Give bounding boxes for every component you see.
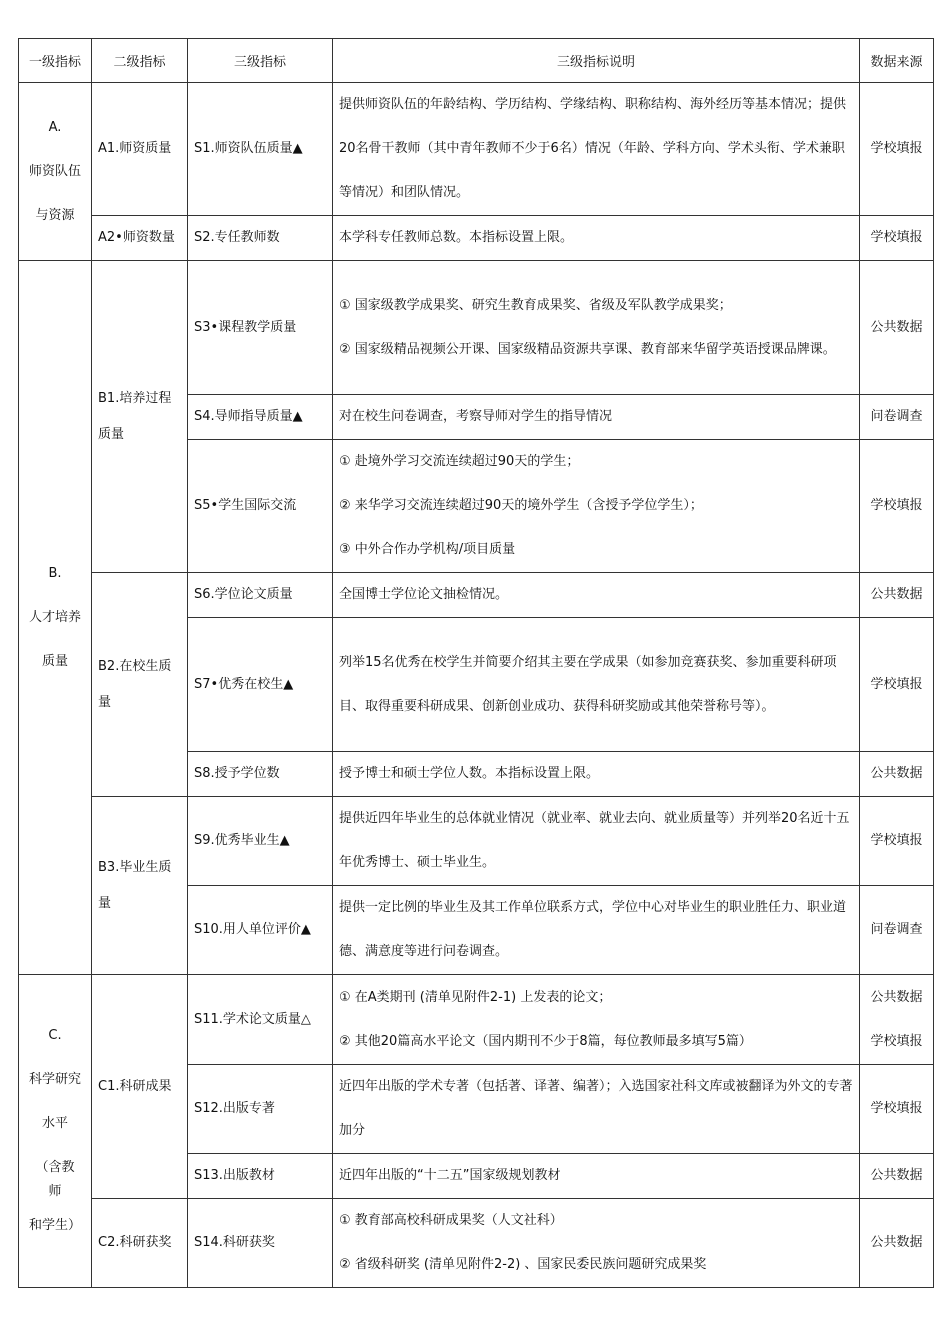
level3-s5: S5•学生国际交流 bbox=[188, 440, 333, 573]
group-a-line: A. bbox=[48, 119, 62, 135]
level3-s3: S3•课程教学质量 bbox=[188, 261, 333, 395]
header-level1: 一级指标 bbox=[19, 39, 92, 83]
desc-s6 bbox=[333, 573, 860, 618]
source-s6: 公共数据 bbox=[860, 573, 934, 618]
desc-line: ② 国家级精品视频公开课、国家级精品资源共享课、教育部来华留学英语授课品牌课。 bbox=[339, 341, 836, 357]
table-row bbox=[19, 975, 934, 1065]
desc-s9 bbox=[333, 797, 860, 886]
desc-s4 bbox=[333, 395, 860, 440]
source-s4: 问卷调查 bbox=[860, 395, 934, 440]
desc-line: 本学科专任教师总数。本指标设置上限。 bbox=[339, 230, 574, 245]
source-line: 学校填报 bbox=[870, 1033, 923, 1049]
header-level3: 三级指标 bbox=[188, 39, 333, 83]
desc-line: 授予博士和硕士学位人数。本指标设置上限。 bbox=[339, 766, 600, 781]
desc-line: 近四年出版的学术专著（包括著、译著、编著）；入选国家社科文库或被翻译为外文的专著加分 bbox=[339, 1079, 853, 1138]
level2-c1: C1.科研成果 bbox=[92, 975, 188, 1199]
group-b-cell bbox=[19, 261, 92, 975]
desc-line: ① 赴境外学习交流连续超过90天的学生； bbox=[339, 454, 580, 469]
level3-s6: S6.学位论文质量 bbox=[188, 573, 333, 618]
level3-s10: S10.用人单位评价▲ bbox=[188, 886, 333, 975]
desc-s12 bbox=[333, 1065, 860, 1154]
source-s7: 学校填报 bbox=[860, 618, 934, 752]
table-row bbox=[19, 797, 934, 886]
source-s1: 学校填报 bbox=[860, 83, 934, 216]
desc-s2 bbox=[333, 216, 860, 261]
desc-line: ② 省级科研奖 (清单见附件2-2) 、国家民委民族问题研究成果奖 bbox=[339, 1257, 707, 1272]
group-c-line: 和学生） bbox=[28, 1218, 81, 1233]
header-level2: 二级指标 bbox=[92, 39, 188, 83]
table-header-row bbox=[19, 39, 934, 83]
level3-s4: S4.导师指导质量▲ bbox=[188, 395, 333, 440]
desc-line: 全国博士学位论文抽检情况。 bbox=[339, 587, 509, 602]
table-row bbox=[19, 573, 934, 618]
group-c-cell bbox=[19, 975, 92, 1288]
group-c-line: 师 bbox=[48, 1184, 62, 1199]
level2-c2: C2.科研获奖 bbox=[92, 1199, 188, 1288]
level3-s13: S13.出版教材 bbox=[188, 1154, 333, 1199]
desc-line: ③ 中外合作办学机构/项目质量 bbox=[339, 542, 516, 557]
desc-line: 对在校生问卷调查，考察导师对学生的指导情况 bbox=[339, 409, 613, 424]
desc-s10 bbox=[333, 886, 860, 975]
source-s9: 学校填报 bbox=[860, 797, 934, 886]
desc-s7 bbox=[333, 618, 860, 752]
level3-s1: S1.师资队伍质量▲ bbox=[188, 83, 333, 216]
source-s14: 公共数据 bbox=[860, 1199, 934, 1288]
desc-s14 bbox=[333, 1199, 860, 1288]
group-b-line: 人才培养 bbox=[28, 609, 81, 625]
desc-s11 bbox=[333, 975, 860, 1065]
group-a-line: 与资源 bbox=[35, 207, 75, 223]
desc-s8 bbox=[333, 752, 860, 797]
table-row bbox=[19, 1199, 934, 1288]
table-row bbox=[19, 261, 934, 395]
group-c-line: 科学研究 bbox=[28, 1072, 81, 1087]
group-a-line: 师资队伍 bbox=[28, 163, 81, 179]
group-a-cell bbox=[19, 83, 92, 261]
header-source: 数据来源 bbox=[860, 39, 934, 83]
source-s2: 学校填报 bbox=[860, 216, 934, 261]
level3-s2: S2.专任教师数 bbox=[188, 216, 333, 261]
desc-s13 bbox=[333, 1154, 860, 1199]
group-c-line: 水平 bbox=[41, 1116, 68, 1131]
source-s10: 问卷调查 bbox=[860, 886, 934, 975]
level2-a2: A2•师资数量 bbox=[92, 216, 188, 261]
table-row bbox=[19, 216, 934, 261]
level2-b3: B3.毕业生质量 bbox=[92, 797, 188, 975]
source-s3: 公共数据 bbox=[860, 261, 934, 395]
source-s13: 公共数据 bbox=[860, 1154, 934, 1199]
source-s5: 学校填报 bbox=[860, 440, 934, 573]
desc-line: ① 在A类期刊 (清单见附件2-1) 上发表的论文； bbox=[339, 989, 612, 1005]
desc-line: 提供近四年毕业生的总体就业情况（就业率、就业去向、就业质量等）并列举20名近十五年优秀博士、硕士毕业生。 bbox=[339, 811, 850, 870]
source-s8: 公共数据 bbox=[860, 752, 934, 797]
level3-s9: S9.优秀毕业生▲ bbox=[188, 797, 333, 886]
level2-b1: B1.培养过程质量 bbox=[92, 261, 188, 573]
group-c-line: C. bbox=[48, 1028, 62, 1043]
group-b-line: B. bbox=[48, 565, 62, 581]
level2-a1: A1.师资质量 bbox=[92, 83, 188, 216]
desc-line: ② 其他20篇高水平论文（国内期刊不少于8篇，每位教师最多填写5篇） bbox=[339, 1033, 752, 1049]
level3-s7: S7•优秀在校生▲ bbox=[188, 618, 333, 752]
table-row bbox=[19, 83, 934, 216]
desc-line: 提供师资队伍的年龄结构、学历结构、学缘结构、职称结构、海外经历等基本情况；提供20名骨干教师（其中青年教师不少于6名）情况（年龄、学科方向、学术头衔、学术兼职等情况）和团队情况。 bbox=[339, 97, 847, 200]
desc-line: ② 来华学习交流连续超过90天的境外学生（含授予学位学生）； bbox=[339, 498, 703, 513]
desc-line: 提供一定比例的毕业生及其工作单位联系方式，学位中心对毕业生的职业胜任力、职业道德、满意度等进行问卷调查。 bbox=[339, 900, 847, 959]
level3-s12: S12.出版专著 bbox=[188, 1065, 333, 1154]
header-description: 三级指标说明 bbox=[333, 39, 860, 83]
desc-line: ① 国家级教学成果奖、研究生教育成果奖、省级及军队教学成果奖； bbox=[339, 297, 732, 313]
desc-line: ① 教育部高校科研成果奖（人文社科） bbox=[339, 1213, 563, 1228]
level3-s11: S11.学术论文质量△ bbox=[188, 975, 333, 1065]
level2-b2: B2.在校生质量 bbox=[92, 573, 188, 797]
level3-s8: S8.授予学位数 bbox=[188, 752, 333, 797]
indicator-table bbox=[18, 38, 934, 1288]
group-b-line: 质量 bbox=[41, 653, 68, 669]
source-line: 公共数据 bbox=[870, 989, 923, 1005]
group-c-line: （含教 bbox=[35, 1160, 75, 1175]
desc-line: 列举15名优秀在校学生并简要介绍其主要在学成果（如参加竞赛获奖、参加重要科研项目、取得重要科研成果、创新创业成功、获得科研奖励或其他荣誉称号等）。 bbox=[339, 654, 837, 714]
level3-s14: S14.科研获奖 bbox=[188, 1199, 333, 1288]
desc-s1 bbox=[333, 83, 860, 216]
source-s12: 学校填报 bbox=[860, 1065, 934, 1154]
desc-s3 bbox=[333, 261, 860, 395]
desc-line: 近四年出版的“十二五”国家级规划教材 bbox=[339, 1168, 561, 1183]
desc-s5 bbox=[333, 440, 860, 573]
source-s11 bbox=[860, 975, 934, 1065]
